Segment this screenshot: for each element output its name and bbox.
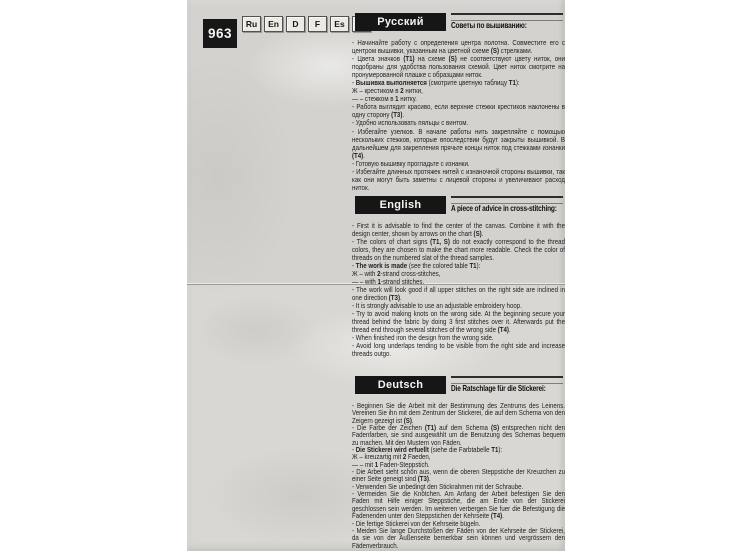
paragraph: - First it is advisable to find the center of the canvas. Combine it with the design center, shown by arrows on the chart (S). (352, 221, 565, 238)
paragraph: Ж – крестиком в 2 нитки, (352, 86, 423, 96)
paragraph: - Verwenden Sie unbedingt den Stickrahmen mit der Schraube. (352, 481, 524, 491)
paragraph: - Начинайте работу с определения центра полотна. Совместите его с центром вышивки, указанным на цветной схеме (S) стрелками. (352, 38, 565, 56)
paragraph: - Try to avoid making knots on the wrong side. At the beginning secure your thread behind the fabric by doing 3 first stitches over it. Afterwards put the thread end through several stitches of the wrong side (T4). (352, 309, 565, 334)
paragraph: - Die Stickerei wird erfuellt (siehe die Farbtabelle T1): (352, 445, 503, 455)
paragraph: - Die Farbe der Zeichen (T1) auf dem Schema (S) entsprechen nicht den Fadenfarben, sie sind ausgewählt um die Benutzung des Schemas bequem zu machen. Mit den Mustern von Fäden. (352, 423, 565, 447)
language-tab-es: Es (330, 16, 349, 32)
paragraph: - The colors of chart signs (T1, S) do not exactly correspond to the thread colors, they are chosen to make the chart more readable. Check the color of threads on the numbered slat of the thread samples. (352, 237, 565, 262)
section-title-deutsch: Die Ratschlage für die Stickerei: (451, 383, 546, 393)
paragraph: - Избегайте длинных протяжек нитей с изнаночной стороны вышивки, так как они могут быть заметны с лицевой стороны и увеличивают расход ниток. (352, 166, 565, 192)
paragraph: - Готовую вышивку прогладьте с изнанки. (352, 158, 470, 168)
paragraph: - Вышивка выполняется (смотрите цветную таблицу T1): (352, 78, 520, 88)
paragraph: - Vermeiden Sie die Knötchen. Am Anfang der Arbeit befestigen Sie den Faden mit Hilfe einiger Steppstiche, die am Ende von der Stickerei geschlossen sein werden. Im weiteren verbergen Sie fuer die Befestigung die Fadenenden unter den Steppstichen der Kehrseite (T4). (352, 489, 565, 521)
paragraph: - Die fertige Stickerei von der Kehrseite bügeln. (352, 518, 481, 528)
paragraph: - Die Arbeit sieht schön aus, wenn die oberen Steppstiche der Kreuzchen zu einer Seite geneigt sind (T3). (352, 467, 565, 484)
language-label-russian: Русский (355, 13, 446, 31)
paragraph: - Работа выглядит красиво, если верхние стежки крестиков наклонены в одну сторону (T3). (352, 102, 565, 120)
language-tab-en: En (264, 16, 283, 32)
language-tab-d: D (286, 16, 305, 32)
paragraph: - Цвета значков (T1) на схеме (S) не соответствуют цвету ниток, они подобраны для удобства пользования схемой. Цвет ниток смотрите на пронумерованной плашке с образцами ниток. (352, 54, 565, 80)
paragraph: - Удобно использовать пяльцы с винтом. (352, 118, 469, 128)
language-tab-row (242, 16, 371, 32)
language-tab-ru: Ru (242, 16, 261, 32)
design-code-badge: 963 (203, 19, 237, 48)
section-body-english (352, 222, 565, 358)
section-title-english: A piece of advice in cross-stitching: (451, 203, 557, 213)
paragraph: - Избегайте узелков. В начале работы нить закрепляйте с помощью нескольких стежков, которые впоследствии будут закрыты вышивкой. В дальнейшем для закрепления прячьте концы ниток под стежками изнанки (T4). (352, 126, 565, 160)
instruction-sheet (187, 0, 565, 551)
paragraph: - When finished iron the design from the wrong side. (352, 333, 494, 342)
language-label-english: English (355, 196, 446, 214)
paragraph: - Avoid long underlaps tending to be visible from the right side and increase threads outgo. (352, 341, 565, 358)
paragraph: Ж – with 2-strand cross-stitches, (352, 269, 441, 278)
paragraph: — – with 1-strand stitches. (352, 277, 425, 286)
paragraph: — – стежком в 1 нитку. (352, 94, 417, 104)
paragraph: - It is strongly advisable to use an adjustable embroidery hoop. (352, 301, 522, 310)
section-body-russian (352, 39, 565, 192)
paragraph: - Meiden Sie lange Durchstoßen der Fäden von der Kehrseite der Stickerei, da sie von der Außenseite bemerkbar sein können und vergrössern den Fädenverbrauch. (352, 525, 565, 550)
section-body-deutsch (352, 402, 565, 549)
language-label-deutsch: Deutsch (355, 376, 446, 394)
language-tab-f: F (308, 16, 327, 32)
paragraph: — – mit 1 Faden-Steppstich. (352, 459, 430, 469)
paragraph: - Beginnen Sie die Arbeit mit der Bestimmung des Zentrums des Leinens. Vereinen Sie ihn mit dem Zentrum der Stickerei, die auf dem Schema von den Zeigern gezeigt ist (S). (352, 401, 565, 425)
paragraph: - The work is made (see the colored table T1): (352, 261, 481, 270)
paragraph: Ж – kreuzartig mit 2 Faeden, (352, 452, 431, 462)
paragraph: - The work will look good if all upper stitches on the right side are inclined in one direction (T3). (352, 285, 565, 302)
section-title-russian: Советы по вышиванию: (451, 20, 527, 30)
